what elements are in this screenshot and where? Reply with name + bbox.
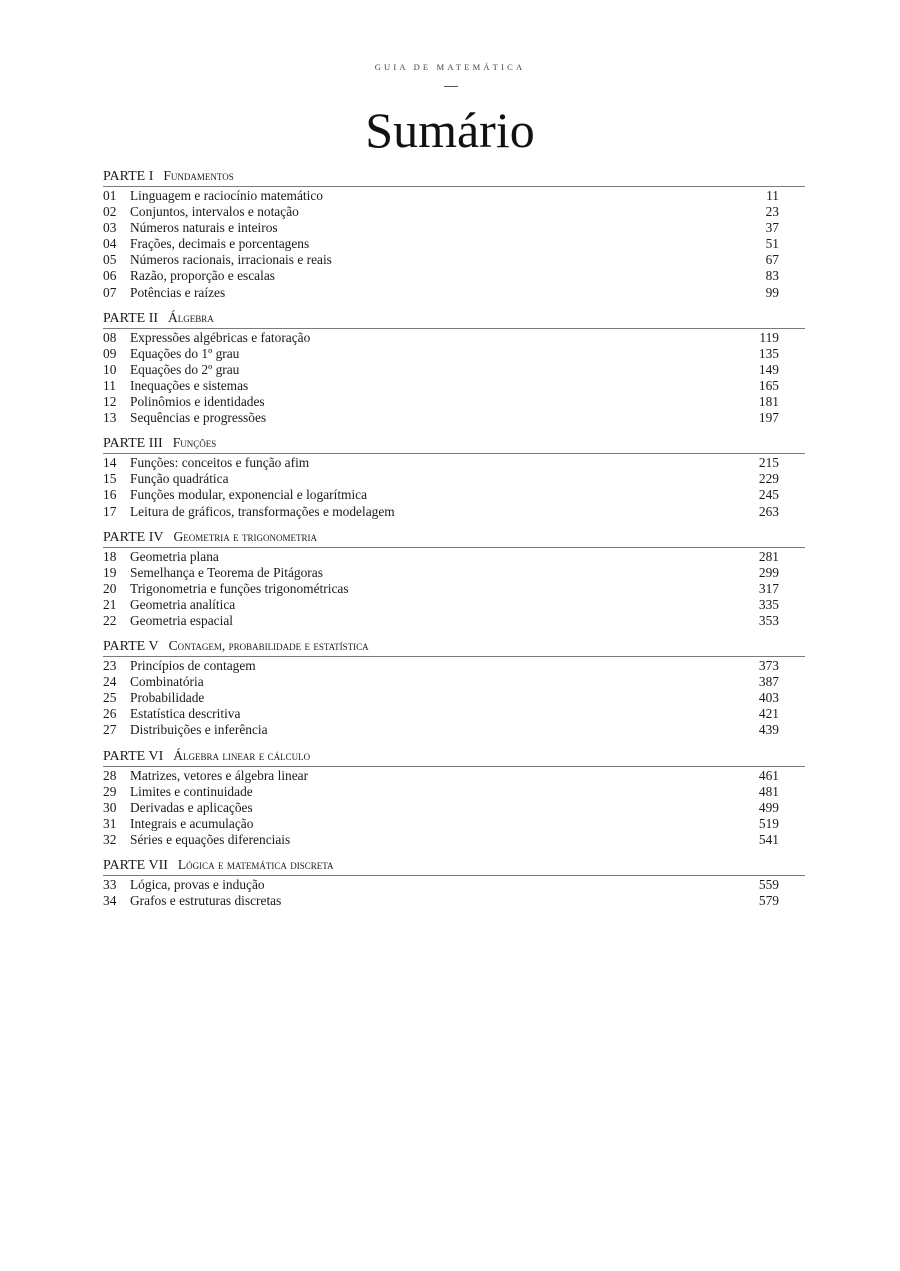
chapter-number: 28 — [103, 767, 117, 783]
toc-entry[interactable] — [103, 768, 805, 784]
chapter-number: 25 — [103, 690, 117, 706]
toc-entry[interactable] — [103, 565, 805, 581]
page-number: 559 — [758, 877, 779, 892]
part-name: Funções — [172, 435, 217, 451]
chapter-title: Razão, proporção e escalas — [130, 268, 275, 284]
chapter-number: 08 — [103, 329, 117, 345]
toc-entry[interactable] — [103, 204, 805, 220]
toc-entry[interactable] — [103, 378, 805, 394]
toc-entry[interactable] — [103, 597, 805, 613]
toc-entry[interactable] — [103, 487, 805, 503]
chapter-title: Geometria plana — [130, 548, 219, 564]
page-number: 263 — [758, 503, 779, 519]
page-number: 197 — [758, 410, 779, 426]
page-number: 215 — [758, 455, 779, 471]
part-label: PARTE VI — [103, 748, 164, 764]
page-number: 37 — [765, 220, 779, 236]
part-label: PARTE V — [103, 639, 159, 655]
chapter-number: 16 — [103, 487, 117, 503]
chapter-list — [103, 329, 805, 427]
page-number: 51 — [765, 236, 779, 252]
toc-entry[interactable] — [103, 220, 805, 236]
toc-part — [103, 308, 805, 427]
page-number: 281 — [758, 548, 779, 564]
part-label: PARTE I — [103, 169, 154, 184]
chapter-title: Estatística descritiva — [130, 706, 241, 722]
toc-entry[interactable] — [103, 188, 805, 204]
chapter-title: Inequações e sistemas — [130, 377, 249, 393]
chapter-title: Trigonometria e funções trigonométricas — [130, 580, 349, 596]
toc-entry[interactable] — [103, 410, 805, 426]
chapter-number: 10 — [103, 361, 117, 377]
toc-entry[interactable] — [103, 690, 805, 706]
chapter-title: Frações, decimais e porcentagens — [130, 236, 310, 252]
chapter-title: Princípios de contagem — [130, 658, 256, 674]
toc-part — [103, 166, 805, 301]
page-number: 439 — [758, 722, 779, 738]
chapter-number: 13 — [103, 410, 117, 426]
chapter-number: 03 — [103, 220, 117, 236]
chapter-number: 17 — [103, 503, 117, 519]
toc-entry[interactable] — [103, 504, 805, 520]
chapter-title: Sequências e progressões — [130, 410, 267, 426]
page-number: 481 — [758, 783, 779, 799]
chapter-number: 01 — [103, 188, 117, 203]
toc-entry[interactable] — [103, 362, 805, 378]
part-label: PARTE VII — [103, 858, 168, 873]
toc-entry[interactable] — [103, 394, 805, 410]
chapter-list — [103, 187, 805, 301]
page-number: 461 — [758, 767, 779, 783]
chapter-number: 27 — [103, 722, 117, 738]
page-number: 229 — [758, 471, 779, 487]
chapter-title: Grafos e estruturas discretas — [130, 893, 282, 909]
page-number: 579 — [758, 893, 779, 909]
chapter-title: Linguagem e raciocínio matemático — [130, 188, 323, 203]
chapter-title: Séries e equações diferenciais — [130, 831, 291, 847]
chapter-number: 18 — [103, 548, 117, 564]
page-number: 181 — [758, 394, 779, 410]
chapter-number: 04 — [103, 236, 117, 252]
chapter-number: 07 — [103, 284, 117, 300]
toc-entry[interactable] — [103, 877, 805, 893]
chapter-list — [103, 767, 805, 848]
toc-part — [103, 855, 805, 909]
chapter-title: Matrizes, vetores e álgebra linear — [130, 767, 309, 783]
chapter-number: 06 — [103, 268, 117, 284]
chapter-title: Leitura de gráficos, transformações e modelagem — [130, 503, 395, 519]
page-number: 135 — [758, 345, 779, 361]
chapter-title: Números naturais e inteiros — [130, 220, 278, 236]
part-name: Geometria e trigonometria — [173, 528, 317, 544]
page-number: 317 — [758, 580, 779, 596]
part-heading — [103, 636, 805, 657]
chapter-title: Geometria espacial — [130, 612, 233, 628]
chapter-title: Expressões algébricas e fatoração — [130, 329, 311, 345]
part-heading — [103, 166, 805, 187]
chapter-title: Semelhança e Teorema de Pitágoras — [130, 564, 323, 580]
chapter-title: Números racionais, irracionais e reais — [130, 252, 332, 268]
page-number: 11 — [766, 188, 779, 203]
kicker-divider — [444, 86, 458, 87]
toc-entry[interactable] — [103, 832, 805, 848]
page-number: 335 — [758, 596, 779, 612]
chapter-title: Equações do 2º grau — [130, 361, 240, 377]
part-name: Lógica e matemática discreta — [177, 857, 334, 872]
part-heading — [103, 746, 805, 767]
toc-entry[interactable] — [103, 613, 805, 629]
chapter-title: Equações do 1º grau — [130, 345, 240, 361]
page-title: Sumário — [365, 102, 535, 158]
chapter-title: Geometria analítica — [130, 596, 236, 612]
chapter-list — [103, 548, 805, 629]
chapter-number: 31 — [103, 815, 117, 831]
toc-entry[interactable] — [103, 268, 805, 284]
toc-entry[interactable] — [103, 346, 805, 362]
chapter-number: 05 — [103, 252, 117, 268]
part-name: Fundamentos — [163, 168, 234, 183]
page-number: 165 — [758, 377, 779, 393]
chapter-number: 22 — [103, 612, 117, 628]
page-number: 149 — [758, 361, 779, 377]
chapter-number: 23 — [103, 658, 117, 674]
page-number: 83 — [765, 268, 779, 284]
chapter-number: 26 — [103, 706, 117, 722]
toc-entry[interactable] — [103, 784, 805, 800]
page-number: 373 — [758, 658, 779, 674]
chapter-title: Combinatória — [130, 674, 204, 690]
toc-entry[interactable] — [103, 816, 805, 832]
chapter-number: 24 — [103, 674, 117, 690]
chapter-number: 11 — [103, 377, 116, 393]
toc-entry[interactable] — [103, 330, 805, 346]
toc-entry[interactable] — [103, 471, 805, 487]
toc-entry[interactable] — [103, 658, 805, 674]
part-heading — [103, 433, 805, 454]
chapter-number: 32 — [103, 831, 117, 847]
part-label: PARTE IV — [103, 529, 164, 545]
book-kicker: GUIA DE MATEMÁTICA — [374, 62, 526, 72]
part-name: Álgebra linear e cálculo — [173, 747, 311, 763]
chapter-title: Função quadrática — [130, 471, 229, 487]
chapter-list — [103, 454, 805, 519]
chapter-title: Integrais e acumulação — [130, 815, 254, 831]
chapter-title: Probabilidade — [130, 690, 205, 706]
chapter-number: 02 — [103, 204, 117, 220]
toc-entry[interactable] — [103, 722, 805, 738]
chapter-number: 14 — [103, 455, 117, 471]
page-number: 99 — [765, 284, 779, 300]
chapter-title: Derivadas e aplicações — [130, 799, 253, 815]
chapter-list — [103, 876, 805, 909]
part-label: PARTE III — [103, 436, 163, 452]
chapter-number: 19 — [103, 564, 117, 580]
chapter-title: Lógica, provas e indução — [130, 877, 265, 892]
chapter-number: 33 — [103, 877, 117, 892]
page-number: 519 — [758, 815, 779, 831]
part-name: Álgebra — [168, 309, 214, 325]
toc-entry[interactable] — [103, 581, 805, 597]
toc-entry[interactable] — [103, 674, 805, 690]
page-number: 541 — [758, 831, 779, 847]
chapter-title: Limites e continuidade — [130, 783, 253, 799]
chapter-number: 20 — [103, 580, 117, 596]
page-number: 387 — [758, 674, 779, 690]
page-number: 245 — [758, 487, 779, 503]
page-number: 403 — [758, 690, 779, 706]
page-number: 421 — [758, 706, 779, 722]
chapter-title: Polinômios e identidades — [130, 394, 265, 410]
chapter-number: 15 — [103, 471, 117, 487]
chapter-number: 30 — [103, 799, 117, 815]
toc-entry[interactable] — [103, 800, 805, 816]
toc-entry[interactable] — [103, 549, 805, 565]
toc-entry[interactable] — [103, 236, 805, 252]
toc-entry[interactable] — [103, 285, 805, 301]
chapter-number: 29 — [103, 783, 117, 799]
toc-part — [103, 746, 805, 848]
page-number: 23 — [765, 204, 779, 220]
chapter-number: 09 — [103, 345, 117, 361]
chapter-title: Distribuições e inferência — [130, 722, 268, 738]
page-number: 353 — [758, 612, 779, 628]
page-number: 119 — [759, 329, 779, 345]
part-heading — [103, 527, 805, 548]
toc-part — [103, 433, 805, 519]
page-number: 499 — [758, 799, 779, 815]
chapter-list — [103, 657, 805, 738]
toc-entry[interactable] — [103, 893, 805, 909]
toc-part — [103, 527, 805, 629]
chapter-title: Potências e raízes — [130, 284, 226, 300]
chapter-number: 34 — [103, 893, 117, 909]
chapter-number: 21 — [103, 596, 117, 612]
part-name: Contagem, probabilidade e estatística — [168, 638, 369, 654]
part-heading — [103, 855, 805, 876]
part-label: PARTE II — [103, 310, 159, 326]
chapter-title: Conjuntos, intervalos e notação — [130, 204, 299, 220]
toc-part — [103, 636, 805, 738]
toc-entry[interactable] — [103, 252, 805, 268]
toc-entry[interactable] — [103, 706, 805, 722]
part-heading — [103, 308, 805, 329]
table-of-contents — [103, 166, 805, 909]
toc-entry[interactable] — [103, 455, 805, 471]
chapter-title: Funções: conceitos e função afim — [130, 455, 310, 471]
chapter-title: Funções modular, exponencial e logarítmica — [130, 487, 368, 503]
page-number: 299 — [758, 564, 779, 580]
chapter-number: 12 — [103, 394, 117, 410]
page-number: 67 — [765, 252, 779, 268]
